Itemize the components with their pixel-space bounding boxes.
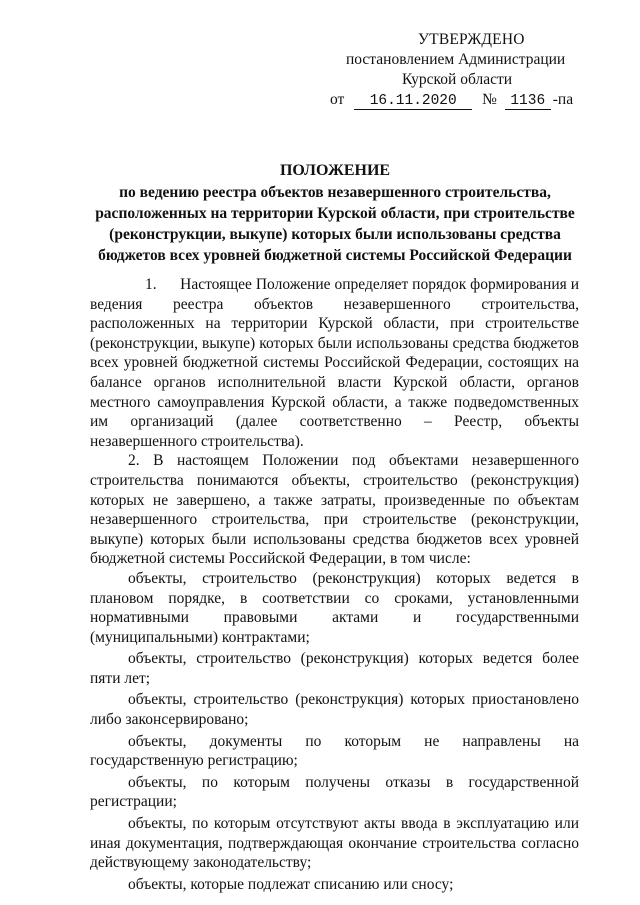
approval-date-number-line [330,90,590,110]
list-item: объекты, строительство (реконструкция) которых приостановлено либо законсервировано; [90,691,579,729]
list-item: объекты, которые подлежат списанию или сносу; [128,875,454,893]
approval-line-region: Курской области [402,71,513,88]
approval-line-resolution: постановлением Администрации [346,51,566,68]
subtitle-line: по ведению реестра объектов незавершенного строительства, [119,184,551,201]
document-heading: ПОЛОЖЕНИЕ [279,162,391,179]
number-suffix: -па [552,91,574,108]
approval-date: 16.11.2020 [354,94,472,110]
document-title-block [95,160,575,266]
list-item: объекты, строительство (реконструкция) которых ведется в плановом порядке, в соответствии со сроками, установленными нормативными правовыми актами и государственными (муниципальными) контрактами; [90,569,579,646]
paragraph-2: 2. В настоящем Положении под объектами незавершенного строительства понимаются объекты, строительство (реконструкция) которых не завершено, а также затраты, произведенные по объектам незавершенного строительства, при строительстве (реконструкции, выкупе) которых были использованы средства бюджетов всех уровней бюджетной системы Российской Федерации, в том числе: [90,452,579,568]
paragraph-1: 1. Настоящее Положение определяет порядок формирования и ведения реестра объектов незавершенного строительства, расположенных на территории Курской области, при строительстве (реконструкции, выкупе) которых были использованы средства бюджетов всех уровней бюджетной системы Российской Федерации, состоящих на балансе органов исполнительной власти Курской области, органов местного самоуправления Курской области, а также подведомственных им организаций (далее соответственно – Реестр, объекты незавершенного строительства). [90,276,579,450]
approval-stamp [330,30,590,110]
document-body [90,275,579,894]
subtitle-line: (реконструкции, выкупе) которых были использованы средства [109,226,561,243]
list-item: объекты, документы по которым не направлены на государственную регистрацию; [90,732,579,770]
list-item: объекты, строительство (реконструкция) которых ведется более пяти лет; [90,650,579,687]
approval-title: УТВЕРЖДЕНО [418,31,525,48]
approval-number: 1136 [505,94,551,110]
list-item: объекты, по которым получены отказы в государственной регистрации; [90,773,579,811]
subtitle-line: расположенных на территории Курской области, при строительстве [95,205,575,222]
from-label: от [330,91,345,108]
subtitle-line: бюджетов всех уровней бюджетной системы Российской Федерации [98,247,572,264]
list-item: объекты, по которым отсутствуют акты ввода в эксплуатацию или иная документация, подтверждающая окончание строительства согласно действующему законодательству; [90,815,579,872]
number-label: № [482,91,497,108]
